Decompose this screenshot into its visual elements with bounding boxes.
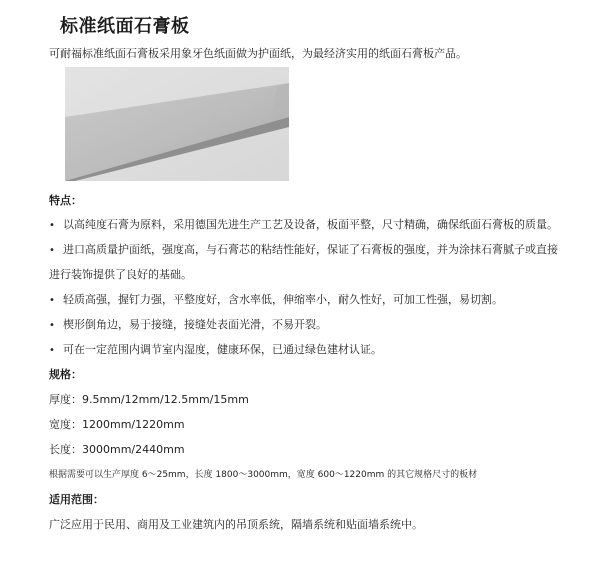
feature-item bbox=[49, 216, 558, 232]
feature-text: 进口高质量护面纸，强度高，与石膏芯的粘结性能好，保证了石膏板的强度，并为涂抹石膏腻子或直接 bbox=[63, 243, 558, 256]
feature-text: 楔形倒角边，易于接缝，接缝处表面光滑，不易开裂。 bbox=[63, 318, 327, 331]
bullet-icon: • bbox=[49, 295, 55, 306]
product-photo bbox=[65, 67, 289, 181]
page-title: 标准纸面石膏板 bbox=[60, 16, 190, 37]
product-intro: 可耐福标准纸面石膏板采用象牙色纸面做为护面纸，为最经济实用的纸面石膏板产品。 bbox=[49, 47, 467, 60]
feature-text: 以高纯度石膏为原料，采用德国先进生产工艺及设备，板面平整，尺寸精确，确保纸面石膏板的质量。 bbox=[63, 218, 558, 231]
specs-heading: 规格： bbox=[49, 368, 82, 381]
feature-continuation: 进行装饰提供了良好的基础。 bbox=[49, 268, 192, 281]
bullet-icon: • bbox=[49, 245, 55, 256]
gypsum-board-image bbox=[65, 67, 289, 181]
feature-item bbox=[49, 316, 327, 332]
feature-text: 轻质高强，握钉力强，平整度好，含水率低，伸缩率小，耐久性好，可加工性强，易切割。 bbox=[63, 293, 503, 306]
feature-text: 可在一定范围内调节室内湿度，健康环保，已通过绿色建材认证。 bbox=[63, 343, 382, 356]
spec-thickness: 厚度：9.5mm/12mm/12.5mm/15mm bbox=[49, 393, 249, 406]
spec-length: 长度：3000mm/2440mm bbox=[49, 443, 185, 456]
feature-item bbox=[49, 291, 503, 307]
feature-item bbox=[49, 241, 558, 257]
bullet-icon: • bbox=[49, 345, 55, 356]
bullet-icon: • bbox=[49, 320, 55, 331]
feature-item bbox=[49, 341, 382, 357]
features-heading: 特点： bbox=[49, 194, 82, 207]
application-heading: 适用范围： bbox=[49, 493, 104, 506]
spec-note: 根据需要可以生产厚度 6～25mm，长度 1800～3000mm，宽度 600～1220mm 的其它规格尺寸的板材 bbox=[49, 470, 478, 480]
bullet-icon: • bbox=[49, 220, 55, 231]
application-text: 广泛应用于民用、商用及工业建筑内的吊顶系统，隔墙系统和贴面墙系统中。 bbox=[49, 518, 423, 531]
spec-width: 宽度：1200mm/1220mm bbox=[49, 418, 185, 431]
